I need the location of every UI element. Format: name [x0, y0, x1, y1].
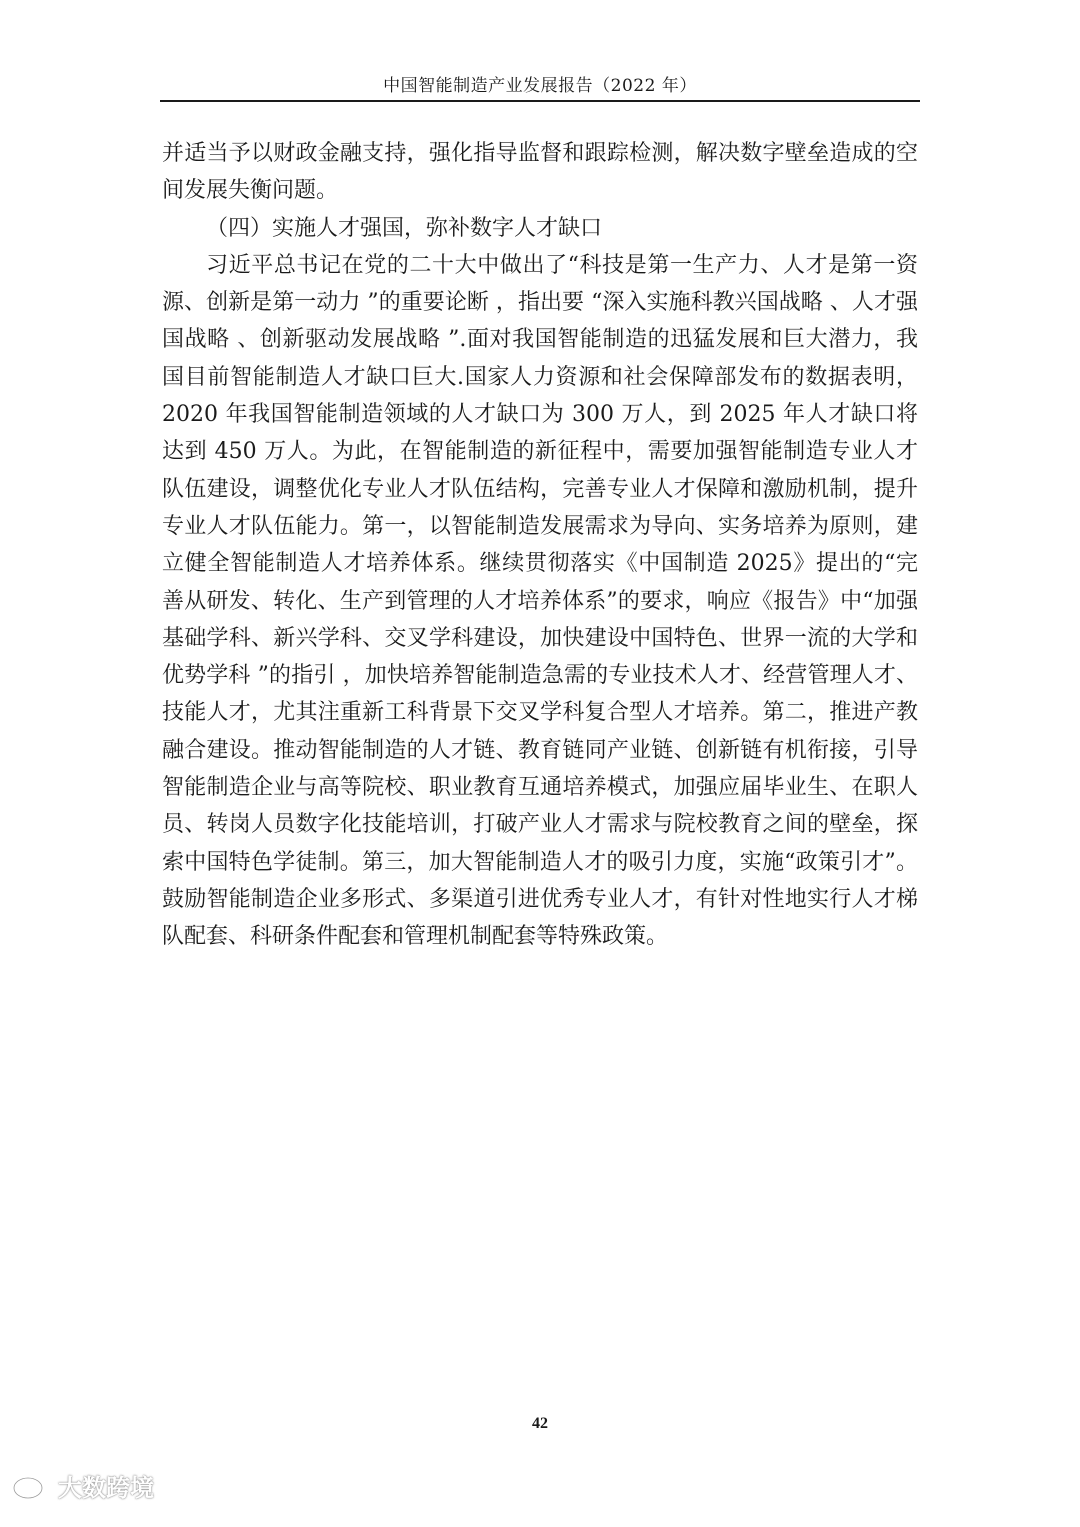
- body-text: [162, 135, 918, 956]
- paragraph-continuation: 并适当予以财政金融支持，强化指导监督和跟踪检测，解决数字壁垒造成的空间发展失衡问题。: [162, 141, 918, 204]
- paragraph-main: 习近平总书记在党的二十大中做出了“科技是第一生产力、人才是第一资源、创新是第一动力 ”的重要论断 ，指出要 “深入实施科教兴国战略 、人才强国战略 、创新驱动发展战略 ”.面对我国智能制造的迅猛发展和巨大潜力，我国目前智能制造人才缺口巨大.国家人力资源和社会保障部发布的数据表明，2020 年我国智能制造领域的人才缺口为 300 万人，到 2025 年人才缺口将达到 450 万人。为此，在智能制造的新征程中，需要加强智能制造专业人才队伍建设，调整优化专业人才队伍结构，完善专业人才保障和激励机制，提升专业人才队伍能力。第一，以智能制造发展需求为导向、实务培养为原则，建立健全智能制造人才培养体系。继续贯彻落实《中国制造 2025》提出的“完善从研发、转化、生产到管理的人才培养体系”的要求，响应《报告》中“加强基础学科、新兴学科、交叉学科建设，加快建设中国特色、世界一流的大学和优势学科 ”的指引 ，加快培养智能制造急需的专业技术人才、经营管理人才、技能人才，尤其注重新工科背景下交叉学科复合型人才培养。第二，推进产教融合建设。推动智能制造的人才链、教育链同产业链、创新链有机衔接，引导智能制造企业与高等院校、职业教育互通培养模式，加强应届毕业生、在职人员、转岗人员数字化技能培训，打破产业人才需求与院校教育之间的壁垒，探索中国特色学徒制。第三，加大智能制造人才的吸引力度，实施“政策引才”。鼓励智能制造企业多形式、多渠道引进优秀专业人才，有针对性地实行人才梯队配套、科研条件配套和管理机制配套等特殊政策。: [162, 252, 918, 950]
- header-divider: [160, 100, 920, 102]
- page-number: 42: [532, 1415, 548, 1432]
- section-heading: （四）实施人才强国，弥补数字人才缺口: [206, 215, 603, 241]
- running-header-title: 中国智能制造产业发展报告（2022 年）: [383, 76, 697, 96]
- weibo-logo-icon: [12, 1470, 52, 1500]
- watermark-text: 大数跨境: [58, 1473, 154, 1502]
- watermark: [12, 1465, 154, 1505]
